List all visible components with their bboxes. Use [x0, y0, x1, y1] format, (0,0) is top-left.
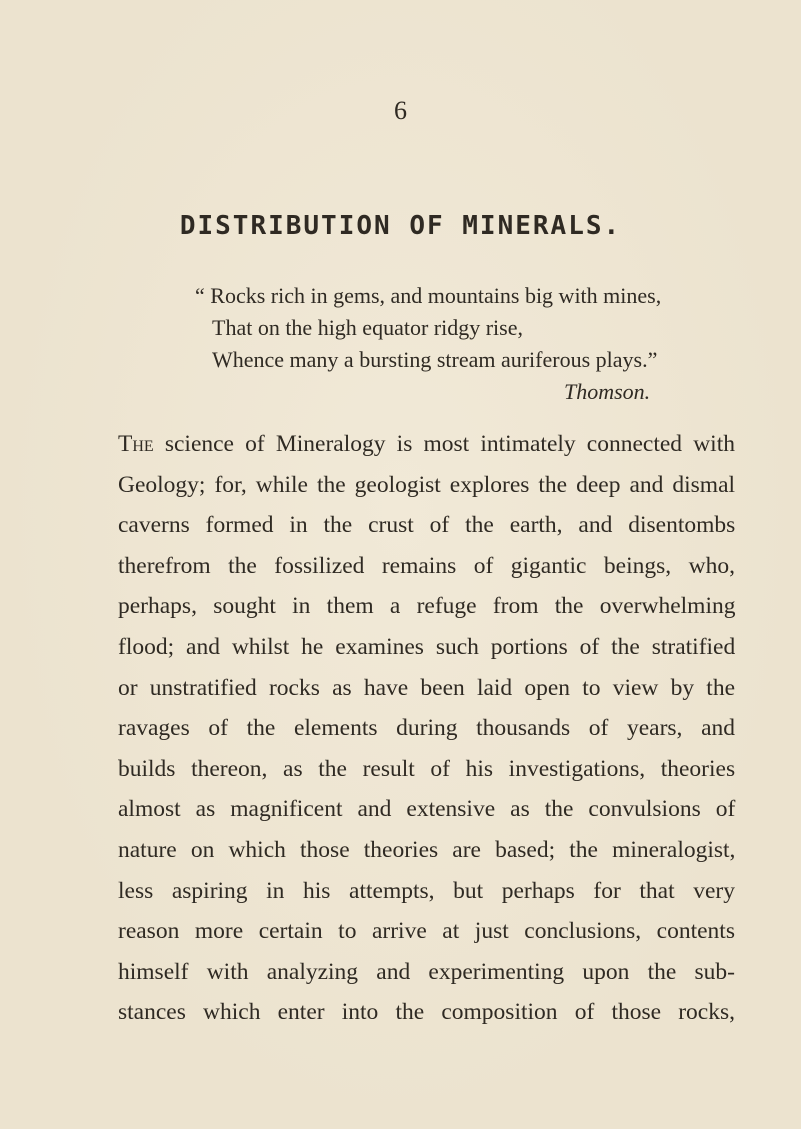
body-line: almost as magnificent and extensive as the convulsions of [118, 796, 736, 823]
body-line: flood; and whilst he examines such portions of the stratified [118, 633, 736, 660]
body-line [118, 424, 735, 465]
body-line: builds thereon, as the result of his investigations, theories [118, 755, 736, 782]
body-line: or unstratified rocks as have been laid open to view by the [118, 674, 735, 701]
epigraph-line: That on the high equator ridgy rise, [212, 315, 523, 340]
body-line: reason more certain to arrive at just conclusions, contents [118, 918, 735, 945]
epigraph-line: Whence many a bursting stream auriferous plays.” [212, 347, 658, 372]
page-number: 6 [394, 96, 407, 125]
body-line: stances which enter into the composition of those rocks, [118, 999, 735, 1026]
body-line: perhaps, sought in them a refuge from the overwhelming [118, 593, 736, 620]
epigraph [195, 280, 715, 376]
body-line: ravages of the elements during thousands of years, and [118, 715, 735, 742]
epigraph-line: “ Rocks rich in gems, and mountains big with mines, [195, 283, 662, 308]
opening-word: The [118, 431, 154, 457]
body-line: therefrom the fossilized remains of gigantic beings, who, [118, 552, 735, 579]
chapter-title: DISTRIBUTION OF MINERALS. [179, 211, 622, 241]
body-line: caverns formed in the crust of the earth, and disentombs [118, 512, 736, 539]
body-line: nature on which those theories are based; the mineralogist, [118, 836, 736, 863]
epigraph-attribution: Thomson. [564, 379, 651, 404]
body-paragraph [118, 424, 735, 1033]
body-line: Geology; for, while the geologist explores the deep and dismal [118, 471, 736, 498]
body-line-text: science of Mineralogy is most intimately connected with [153, 431, 735, 457]
body-line: himself with analyzing and experimenting upon the sub- [118, 958, 735, 985]
body-line: less aspiring in his attempts, but perhaps for that very [118, 877, 735, 904]
